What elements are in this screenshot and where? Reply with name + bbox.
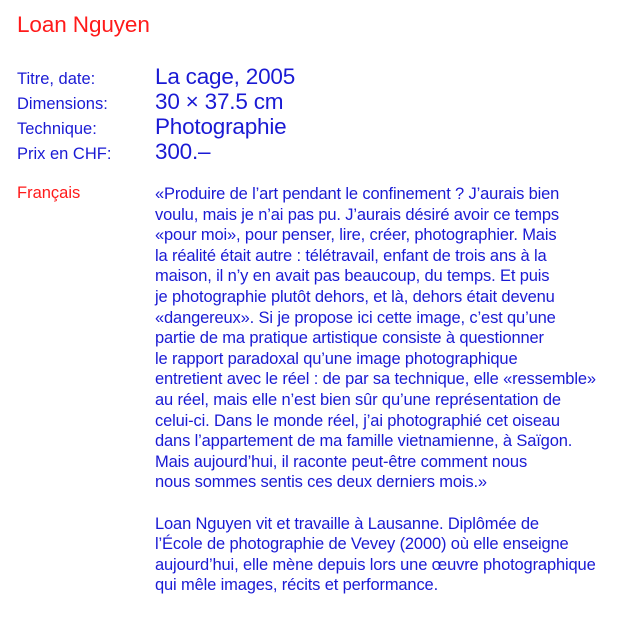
statement-line: au réel, mais elle n’est bien sûr qu’une représentation de — [155, 390, 561, 409]
statement-line: Mais aujourd’hui, il raconte peut-être comment nous — [155, 452, 528, 471]
dimensions-value: 30 × 37.5 cm — [155, 89, 284, 114]
detail-row-dimensions — [17, 89, 627, 114]
bio-line: aujourd’hui, elle mène depuis lors une œuvre photographique — [155, 555, 596, 574]
language-label: Français — [17, 184, 81, 202]
price-value: 300.– — [155, 139, 211, 164]
price-label: Prix en CHF: — [17, 145, 112, 163]
technique-label: Technique: — [17, 120, 97, 138]
statement-line: je photographie plutôt dehors, et là, dehors était devenu — [155, 287, 555, 306]
statement-line: entretient avec le réel : de par sa technique, elle «ressemble» — [155, 370, 596, 389]
artist-statement — [155, 184, 635, 493]
statement-line: le rapport paradoxal qu’une image photographique — [155, 349, 518, 368]
statement-line: partie de ma pratique artistique consiste à questionner — [155, 329, 544, 348]
dimensions-label: Dimensions: — [17, 95, 108, 113]
detail-row-technique — [17, 114, 627, 139]
statement-line: «Produire de l’art pendant le confinement ? J’aurais bien — [155, 185, 560, 203]
statement-line: la réalité était autre : télétravail, enfant de trois ans à la — [155, 246, 547, 265]
bio-line: Loan Nguyen vit et travaille à Lausanne. Diplômée de — [155, 514, 539, 533]
statement-line: «pour moi», pour penser, lire, créer, photographier. Mais — [155, 226, 557, 245]
statement-line: dans l’appartement de ma famille vietnamienne, à Saïgon. — [155, 432, 573, 451]
artwork-details — [17, 64, 627, 164]
artist-name: Loan Nguyen — [17, 12, 150, 37]
artist-bio — [155, 514, 635, 596]
statement-line: celui-ci. Dans le monde réel, j’ai photographié cet oiseau — [155, 411, 560, 430]
statement-line: voulu, mais je n’ai pas pu. J’aurais désiré avoir ce temps — [155, 205, 559, 224]
statement-line: nous sommes sentis ces deux derniers mois.» — [155, 473, 487, 492]
detail-row-price — [17, 139, 627, 164]
artist-text — [155, 184, 635, 596]
statement-line: «dangereux». Si je propose ici cette image, c’est qu’une — [155, 308, 556, 327]
detail-row-title — [17, 64, 627, 89]
statement-line: maison, il n’y en avait pas beaucoup, du temps. Et puis — [155, 267, 550, 286]
title-date-label: Titre, date: — [17, 70, 96, 88]
bio-line: l’École de photographie de Vevey (2000) où elle enseigne — [155, 535, 569, 554]
technique-value: Photographie — [155, 114, 287, 139]
bio-line: qui mêle images, récits et performance. — [155, 576, 439, 595]
title-date-value: La cage, 2005 — [155, 64, 296, 89]
